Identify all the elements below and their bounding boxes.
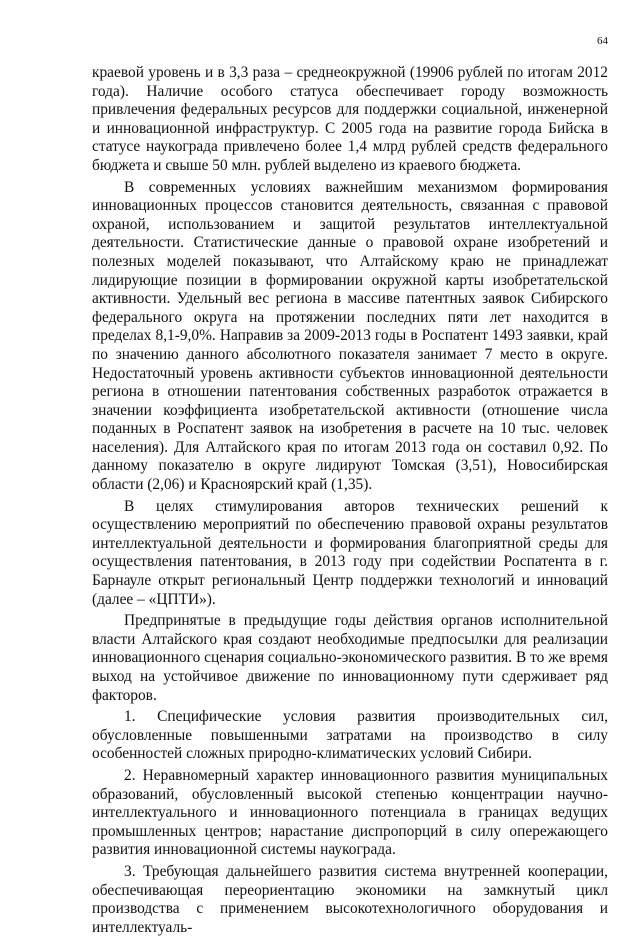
list-item-factor-1: 1. Специфические условия развития производительных сил, обусловленные повышенными затратами на производство в силу особенностей сложных природно-климатических условий Сибири.: [92, 708, 608, 763]
paragraph-continuation: краевой уровень и в 3,3 раза – среднеокружной (19906 рублей по итогам 2012 года). Наличие особого статуса обеспечивает городу возможность привлечения федеральных ресурсов для поддержки социальной, инженерной и инновационной инфраструктур. С 2005 года на развитие города Бийска в статусе наукограда привлечено более 1,4 млрд рублей средств федерального бюджета и свыше 50 млн. рублей выделено из краевого бюджета.: [92, 64, 608, 174]
paragraph-intellectual-property: В современных условиях важнейшим механизмом формирования инновационных процессов становится деятельность, связанная с правовой охраной, использованием и защитой результатов интеллектуальной деятельности. Статистические данные о правовой охране изобретений и полезных моделей показывают, что Алтайскому краю не принадлежат лидирующие позиции в формировании окружной карты изобретательской активности. Удельный вес региона в массиве патентных заявок Сибирского федерального округа на протяжении последних пяти лет находится в пределах 8,1-9,0%. Направив за 2009-2013 годы в Роспатент 1493 заявки, край по значению данного абсолютного показателя занимает 7 место в округе. Недостаточный уровень активности субъектов инновационной деятельности региона в отношении патентования собственных разработок отражается в значении коэффициента изобретательской активности (отношение числа поданных в Роспатент заявок на изобретения в расчете на 10 тыс. человек населения). Для Алтайского края по итогам 2013 года он составил 0,92. По данному показателю в округе лидируют Томская (3,51), Новосибирская области (2,06) и Красноярский край (1,35).: [92, 178, 608, 494]
paragraph-cpti: В целях стимулирования авторов технических решений к осуществлению мероприятий по обеспечению правовой охраны результатов интеллектуальной деятельности и формирования благоприятной среды для осуществления патентования, в 2013 году при содействии Роспатента в г. Барнауле открыт региональный Центр поддержки технологий и инноваций (далее – «ЦПТИ»).: [92, 497, 608, 608]
paragraph-factors-intro: Предпринятые в предыдущие годы действия органов исполнительной власти Алтайского края создают необходимые предпосылки для реализации инновационного сценария социально-экономического развития. В то же время выход на устойчивое движение по инновационному пути сдерживает ряд факторов.: [92, 612, 608, 704]
list-item-factor-2: 2. Неравномерный характер инновационного развития муниципальных образований, обусловленный высокой степенью концентрации научно-интеллектуального и инновационного потенциала в границах ведущих промышленных центров; нарастание диспропорций в силу опережающего развития инновационной системы наукограда.: [92, 766, 608, 859]
page-number: 64: [597, 35, 608, 47]
page-body-text: [92, 64, 608, 937]
list-item-factor-3: 3. Требующая дальнейшего развития система внутренней кооперации, обеспечивающая переориентацию экономики на замкнутый цикл производства с применением высокотехнологичного оборудования и интеллектуаль-: [92, 862, 608, 936]
